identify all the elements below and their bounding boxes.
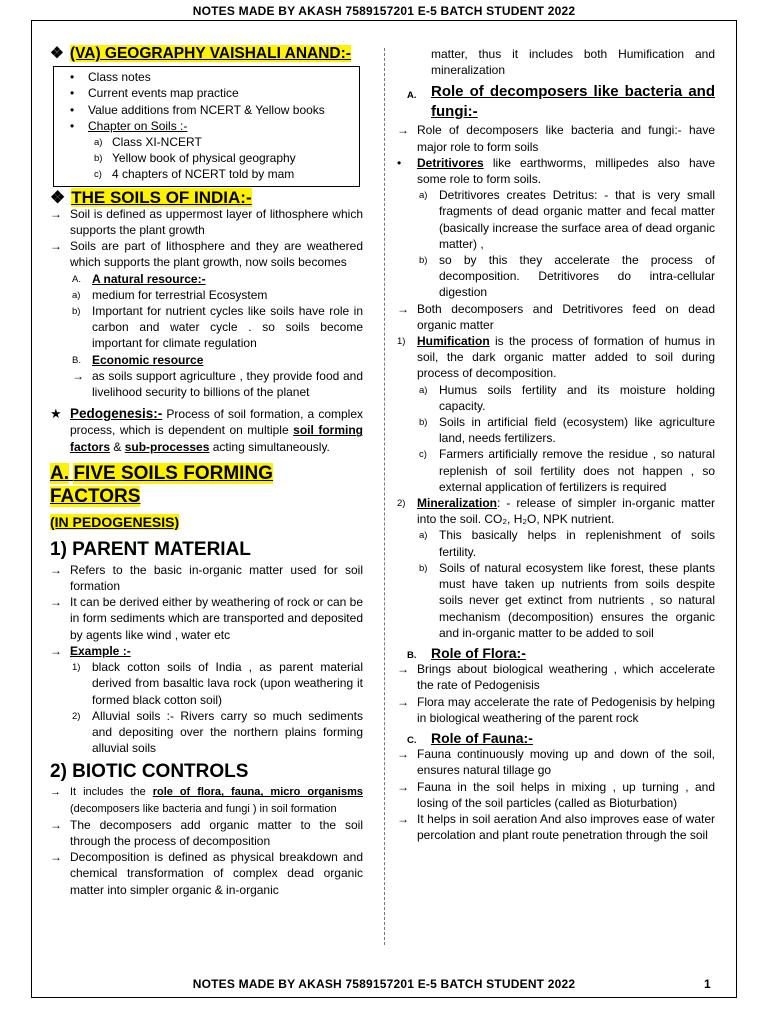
arrow-item: → Flora may accelerate the rate of Pedogenisis by helping in biological weathering of the parent rock bbox=[397, 694, 715, 725]
page-footer: NOTES MADE BY AKASH 7589157201 E-5 BATCH STUDENT 2022 bbox=[192, 977, 576, 991]
arrow-item: → Fauna in the soil helps in mixing , up turning , and losing of the soil particles (called as Bioturbation) bbox=[397, 779, 715, 810]
arrow-icon: → bbox=[50, 643, 62, 658]
arrow-icon: → bbox=[50, 850, 62, 865]
arrow-item: → It includes the role of flora, fauna, micro organisms (decomposers like bacteria and fungi ) in soil formation bbox=[50, 786, 363, 815]
flora-heading: B. Role of Flora:- bbox=[407, 644, 526, 661]
decomposers-heading: A. Role of decomposers like bacteria and fungi:- bbox=[407, 83, 715, 121]
geography-heading: ❖ (VA) GEOGRAPHY VAISHALI ANAND:- bbox=[50, 45, 351, 62]
left-column bbox=[50, 46, 363, 898]
five-factors-heading: A. FIVE SOILS FORMING FACTORS bbox=[50, 462, 273, 507]
right-column bbox=[397, 46, 715, 843]
arrow-icon: → bbox=[50, 206, 62, 221]
arrow-item: → Soil is defined as uppermost layer of lithosphere which supports the plant growth bbox=[50, 206, 363, 238]
fauna-heading: C. Role of Fauna:- bbox=[407, 729, 533, 746]
sub-list-item: a) medium for terrestrial Ecosystem bbox=[72, 287, 268, 302]
arrow-icon: → bbox=[50, 562, 62, 577]
arrow-icon: → bbox=[397, 747, 409, 762]
bullet-icon: • bbox=[70, 118, 75, 133]
list-item: • Chapter on Soils :- bbox=[70, 118, 188, 133]
arrow-icon: → bbox=[50, 595, 62, 610]
arrow-item: → Soils are part of lithosphere and they are weathered which supports the plant growth, now soils becomes bbox=[50, 239, 363, 270]
sub-heading-natural: A. A natural resource:- bbox=[72, 271, 206, 286]
arrow-item: → Role of decomposers like bacteria and fungi:- have major role to form soils bbox=[397, 123, 715, 154]
arrow-item: → Example :- bbox=[50, 643, 131, 658]
arrow-item: → Fauna continuously moving up and down of the soil, ensures natural tillage go bbox=[397, 747, 715, 778]
arrow-icon: → bbox=[397, 779, 409, 794]
column-divider bbox=[384, 48, 385, 945]
course-box bbox=[53, 66, 360, 186]
soils-heading: ❖ THE SOILS OF INDIA:- bbox=[50, 187, 252, 207]
list-item: • Current events map practice bbox=[70, 86, 239, 101]
sub-list-item: c) Farmers artificially remove the residue , so natural replenish of soil fertility does not happen , so external application of fertilizers is required bbox=[419, 447, 715, 494]
arrow-icon: → bbox=[397, 662, 409, 677]
arrow-icon: → bbox=[397, 694, 409, 709]
pedogenesis-paragraph: ★ Pedogenesis:- Process of soil formation, a complex process, which is dependent on multiple soil forming factors & sub-processes acting simultaneously. bbox=[50, 406, 363, 454]
arrow-item: → Both decomposers and Detritivores feed on dead organic matter bbox=[397, 301, 715, 332]
list-item: • Value additions from NCERT & Yellow books bbox=[70, 102, 325, 117]
bullet-item: • Detritivores like earthworms, millipedes also have some role to form soils. bbox=[397, 155, 715, 187]
arrow-item: → It helps in soil aeration And also improves ease of water percolation and plant route penetration through the soil bbox=[397, 811, 715, 843]
sub-list-item: b) Soils in artificial field (ecosystem) like agriculture land, needs fertilizers. bbox=[419, 415, 715, 446]
numbered-item: 2) Mineralization: - release of simpler in-organic matter into the soil. CO₂, H₂O, NPK nutrient. bbox=[397, 496, 715, 527]
bullet-icon: • bbox=[70, 70, 75, 85]
bullet-icon: • bbox=[70, 86, 75, 101]
arrow-icon: → bbox=[397, 123, 409, 138]
numbered-item: 1) Humification is the process of formation of humus in soil, the dark organic matter added to soil during process of decomposition. bbox=[397, 334, 715, 381]
sub-list-item: a) Humus soils fertility and its moisture holding capacity. bbox=[419, 382, 715, 413]
bullet-icon: • bbox=[397, 155, 402, 170]
arrow-item: → Refers to the basic in-organic matter used for soil formation bbox=[50, 562, 363, 594]
arrow-icon: → bbox=[50, 239, 62, 254]
star-bullet-icon: ★ bbox=[50, 406, 62, 422]
arrow-icon: → bbox=[50, 817, 62, 832]
arrow-item: → The decomposers add organic matter to the soil through the process of decomposition bbox=[50, 817, 363, 848]
arrow-item: → It can be derived either by weathering of rock or can be in form sediments which are transported and deposited by agents like wind , water etc bbox=[50, 595, 363, 642]
parent-material-heading: 1) PARENT MATERIAL bbox=[50, 538, 251, 560]
arrow-item: → as soils support agriculture , they provide food and livelihood security to billions of the planet bbox=[72, 368, 363, 400]
diamond-bullet-icon: ❖ bbox=[50, 187, 66, 207]
arrow-item: → Decomposition is defined as physical breakdown and chemical transformation of complex dead organic matter into simpler organic & in-organic bbox=[50, 850, 363, 897]
arrow-icon: → bbox=[397, 301, 409, 316]
biotic-controls-heading: 2) BIOTIC CONTROLS bbox=[50, 761, 249, 783]
page-number: 1 bbox=[704, 977, 711, 991]
sub-heading-economic: B. Economic resource bbox=[72, 352, 204, 367]
arrow-item: → Brings about biological weathering , which accelerate the rate of Pedogenisis bbox=[397, 662, 715, 693]
continuation-text: matter, thus it includes both Humification and mineralization bbox=[431, 47, 715, 78]
bullet-icon: • bbox=[70, 102, 75, 117]
sub-list-item: b) Soils of natural ecosystem like forest, these plants must have taken up nutrients from soils despite soils never get extinct from nutrients , so natural mechanism (decomposition) ensures the organic and in-organic matter to be added to soil bbox=[419, 560, 715, 640]
diamond-bullet-icon: ❖ bbox=[50, 45, 64, 62]
arrow-icon: → bbox=[72, 368, 84, 383]
sub-list-item: 2) Alluvial soils :- Rivers carry so much sediments and depositing over the northern plains forming alluvial soils bbox=[72, 708, 363, 756]
arrow-icon: → bbox=[397, 811, 409, 826]
sub-list-item: a) Detritivores creates Detritus: - that is very small fragments of dead organic matter and fecal matter (basically increase the surface area of dead organic matter) , bbox=[419, 188, 715, 251]
sub-list-item: b) Yellow book of physical geography bbox=[94, 151, 296, 166]
five-factors-subheading: (IN PEDOGENESIS) bbox=[50, 513, 180, 530]
sub-list-item: c) 4 chapters of NCERT told by mam bbox=[94, 167, 295, 182]
sub-list-item: 1) black cotton soils of India , as parent material derived from basaltic lava rock (upon weathering it formed black cotton soil) bbox=[72, 660, 363, 707]
list-item: • Class notes bbox=[70, 70, 151, 85]
arrow-icon: → bbox=[50, 786, 61, 799]
sub-list-item: b) Important for nutrient cycles like soils have role in carbon and water cycle . so soils become important for climate regulation bbox=[72, 304, 363, 351]
sub-list-item: a) Class XI-NCERT bbox=[94, 135, 202, 150]
sub-list-item: a) This basically helps in replenishment of soils fertility. bbox=[419, 528, 715, 559]
page-header: NOTES MADE BY AKASH 7589157201 E-5 BATCH STUDENT 2022 bbox=[192, 4, 576, 18]
sub-list-item: b) so by this they accelerate the process of decomposition. Detritivores do intra-cellular digestion bbox=[419, 253, 715, 300]
